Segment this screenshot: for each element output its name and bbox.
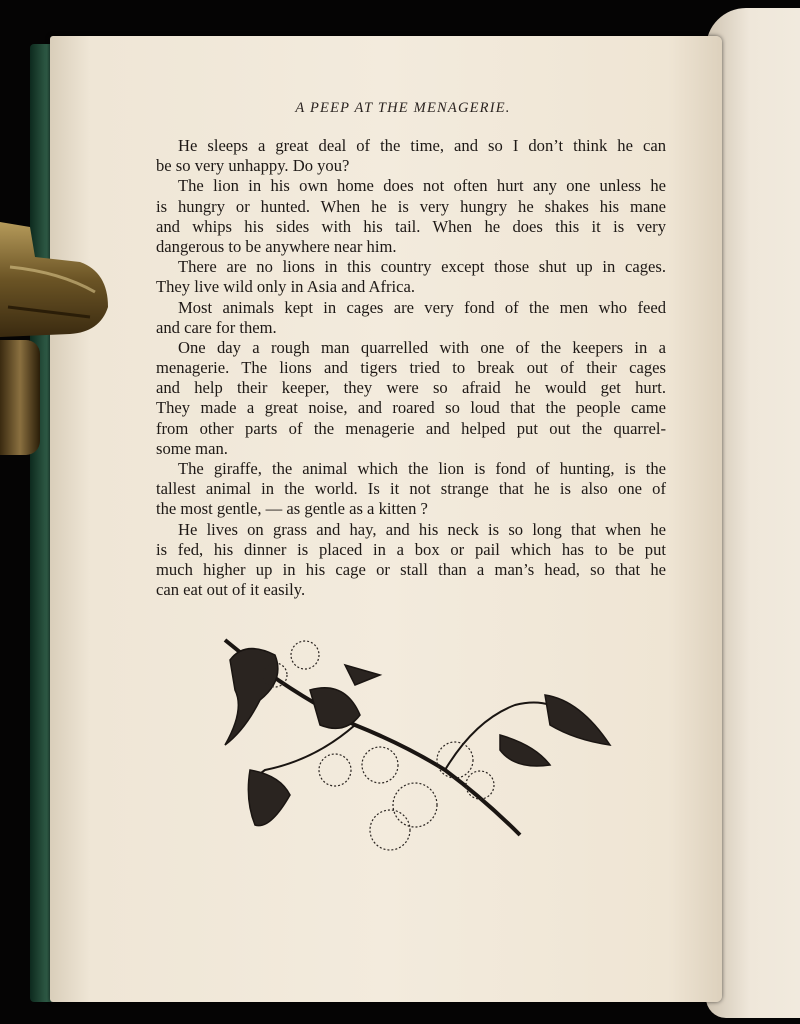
text-line: from other parts of the menagerie and helped put out the quarrel-	[156, 418, 666, 438]
text-line: One day a rough man quarrelled with one of the keepers in a	[178, 337, 666, 357]
body-text	[156, 136, 666, 600]
text-line: He lives on grass and hay, and his neck is so long that when he	[178, 519, 666, 539]
text-line: the most gentle, — as gentle as a kitten ?	[156, 499, 428, 519]
text-line: and whips his sides with his tail. When he does this it is very	[156, 216, 666, 236]
text-line: The lion in his own home does not often hurt any one unless he	[178, 176, 666, 196]
text-line: tallest animal in the world. Is it not strange that he is also one of	[156, 479, 666, 499]
text-line: be so very unhappy. Do you?	[156, 156, 350, 176]
text-line: dangerous to be anywhere near him.	[156, 236, 397, 256]
text-line: He sleeps a great deal of the time, and so I don’t think he can	[178, 136, 666, 155]
text-line: can eat out of it easily.	[156, 580, 306, 600]
text-line: menagerie. The lions and tigers tried to break out of their cages	[156, 358, 666, 378]
text-line: some man.	[156, 438, 228, 458]
running-header: A PEEP AT THE MENAGERIE.	[295, 100, 511, 116]
brass-clip-lower	[0, 340, 40, 455]
text-line: They made a great noise, and roared so loud that the people came	[156, 398, 666, 418]
text-line: They live wild only in Asia and Africa.	[156, 277, 415, 297]
text-line: much higher up in his cage or stall than a man’s head, so that he	[156, 559, 666, 579]
text-line: There are no lions in this country except those shut up in cages.	[178, 257, 666, 277]
floral-illustration	[205, 630, 625, 865]
text-line: Most animals kept in cages are very fond of the men who feed	[178, 297, 666, 317]
text-line: The giraffe, the animal which the lion is fond of hunting, is the	[178, 459, 666, 478]
text-line: is fed, his dinner is placed in a box or pail which has to be put	[156, 539, 666, 559]
text-line: and care for them.	[156, 317, 277, 337]
brass-page-clip	[0, 222, 110, 342]
text-line: is hungry or hunted. When he is very hungry he shakes his mane	[156, 196, 666, 216]
text-line: and help their keeper, they were so afraid he would get hurt.	[156, 378, 666, 398]
